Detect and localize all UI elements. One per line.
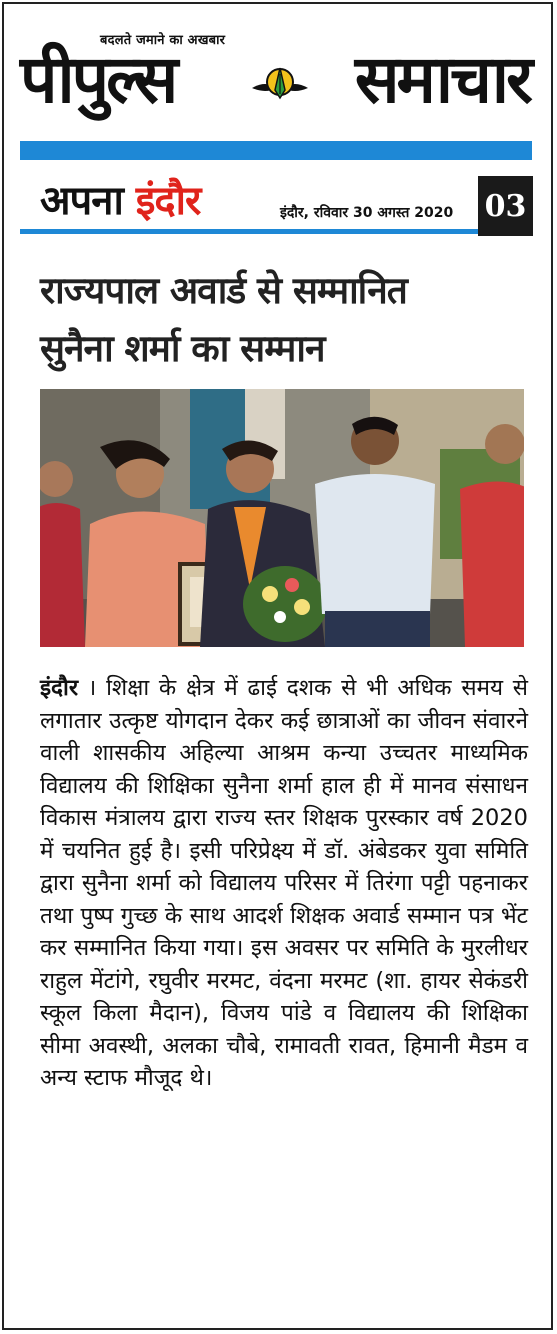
page-dateline: इंदौर, रविवार 30 अगस्त 2020 <box>280 205 454 221</box>
article-headline <box>40 262 520 378</box>
article-body <box>40 672 528 1095</box>
pen-logo-icon <box>250 54 310 114</box>
masthead <box>20 40 530 120</box>
section-name <box>40 176 200 226</box>
headline-line-2: सुनैना शर्मा का सम्मान <box>40 327 325 370</box>
section-name-part1: अपना <box>40 178 136 224</box>
headline-line-1: राज्यपाल अवार्ड से सम्मानित <box>40 269 407 312</box>
masthead-name-right: समाचार <box>354 41 530 118</box>
page-number: 03 <box>478 176 533 236</box>
masthead-rule <box>20 141 532 160</box>
article-body-text: । शिक्षा के क्षेत्र में ढाई दशक से भी अधिक समय से लगातार उत्कृष्ट योगदान देकर कई छात्राओं का जीवन संवारने वाली शासकीय अहिल्या आश्रम कन्या उच्चतर माध्यमिक विद्यालय की शिक्षिका सुनैना शर्मा हाल ही में मानव संसाधन विकास मंत्रालय द्वारा राज्य स्तर शिक्षक पुरस्कार वर्ष 2020 में चयनित हुई है। इसी परिप्रेक्ष्य में डॉ. अंबेडकर युवा समिति द्वारा सुनैना शर्मा को विद्यालय परिसर में तिरंगा पट्टी पहनाकर तथा पुष्प गुच्छ के साथ आदर्श शिक्षक अवार्ड सम्मान पत्र भेंट कर सम्मानित किया गया। इस अवसर पर समिति के मुरलीधर राहुल मेंटांगे, रघुवीर मरमट, वंदना मरमट (शा. हायर सेकंडरी स्कूल किला मैदान), विजय पांडे व विद्यालय की शिक्षिका सीमा अवस्थी, अलका चौबे, रामावती रावत, हिमानी मैडम व अन्य स्टाफ मौजूद थे। <box>40 675 529 1091</box>
masthead-name-left: पीपुल्स <box>20 41 176 118</box>
masthead-tagline: बदलते जमाने का अखबार <box>100 33 226 48</box>
section-rule <box>20 229 478 234</box>
article-dateline-lead: इंदौर <box>40 675 79 701</box>
section-name-part2: इंदौर <box>135 178 201 224</box>
article-photo <box>40 389 524 647</box>
